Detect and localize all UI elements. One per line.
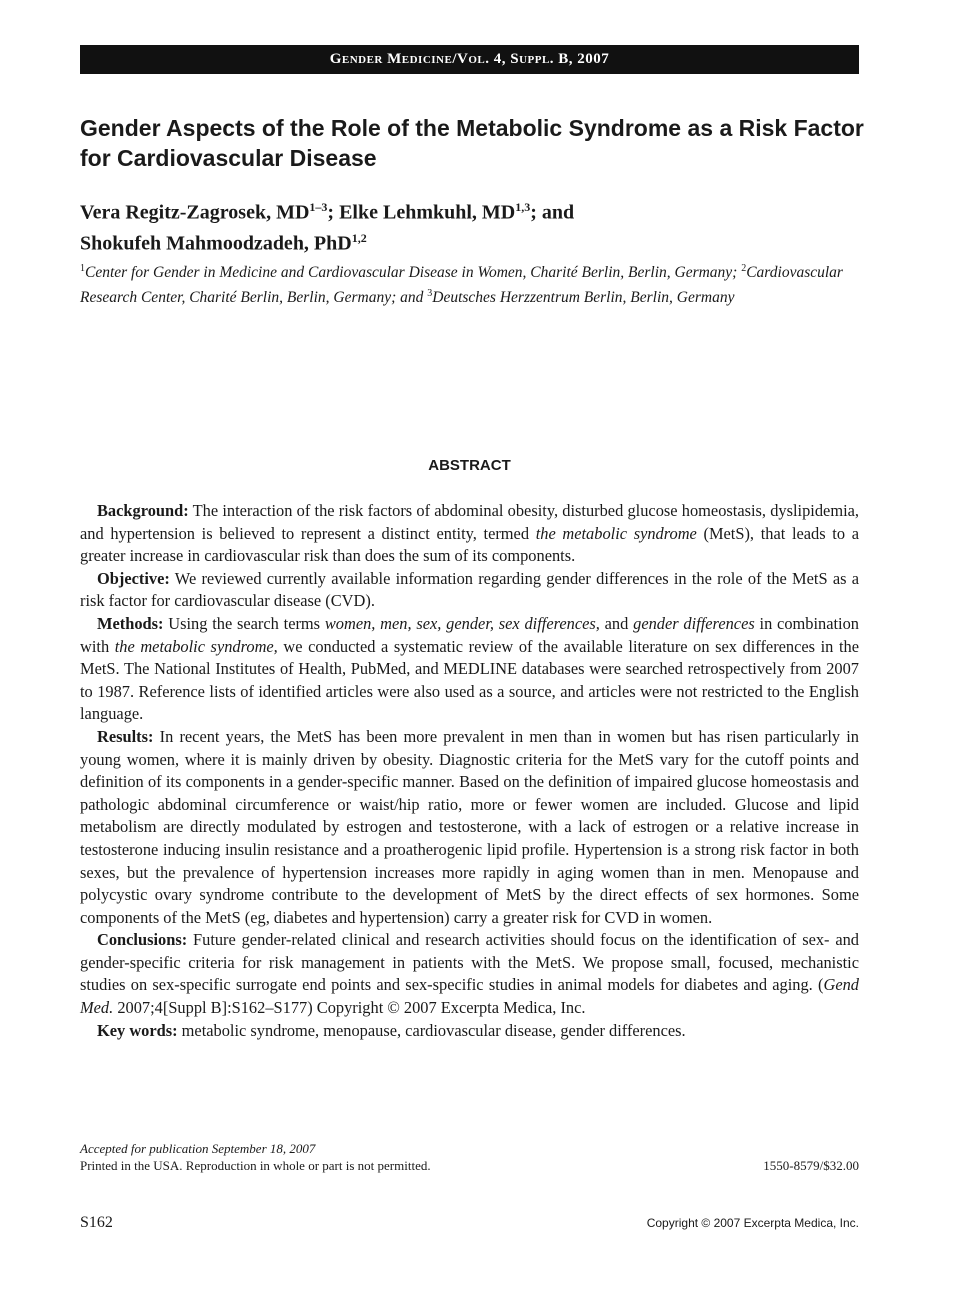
affiliation-mark: 3 (427, 288, 433, 300)
abstract-text: (MetS), that leads to a greater increase in cardiovascular risk than does the sum of its components. (80, 523, 859, 566)
copyright-notice: Copyright © 2007 Excerpta Medica, Inc. (646, 1216, 859, 1230)
abstract-text: In recent years, the MetS has been more prevalent in men than in women but has risen particularly in young women, where it is mainly driven by obesity. Diagnostic criteria for the MetS vary for the cutoff points and definition of its components in a gender-specific manner. Based on the definition of impaired glucose homeostasis and pathologic abdominal circumference or waist/hip ratio, more or fewer women are included. Glucose and lipid metabolism are directly modulated by estrogen and testosterone, with a lack of estrogen or a relative increase in testosterone inducing insulin resistance and a proatherogenic lipid profile. Hypertension is a strong risk factor in both sexes, but the prevalence of hypertension increases more rapidly in aging women than in men. Menopause and polycystic ovary syndrome contribute to the development of MetS by the direct effects of sex hormones. Some components of the MetS (eg, diabetes and hypertension) carry a greater risk for CVD in women. (80, 726, 859, 927)
page-number: S162 (80, 1214, 113, 1231)
abstract-emphasis: gender differences (633, 613, 755, 633)
publication-notes (80, 1140, 859, 1174)
author-affiliation-mark: 1,3 (515, 200, 531, 214)
abstract-conclusions (80, 929, 859, 1019)
page-footer (80, 1214, 859, 1232)
section-label: Key words: (97, 1020, 178, 1040)
affiliation-text: Deutsches Herzzentrum Berlin, Berlin, Germany (432, 289, 735, 307)
running-head (80, 45, 859, 74)
abstract-text: Future gender-related clinical and research activities should focus on the identification of sex- and gender-specific criteria for risk management in patients with the MetS. We propose small, focused, mechanistic studies on sex-specific surrogate end points and sex-specific studies in animal models for diabetes and aging. ( (80, 930, 859, 995)
affiliation-mark: 2 (741, 263, 747, 274)
affiliation-text: Center for Gender in Medicine and Cardiovascular Disease in Women, Charité Berlin, Berlin, Germany; (85, 264, 742, 282)
section-label: Results: (97, 726, 154, 746)
abstract-text: in combination with (80, 613, 859, 656)
running-head-text: Gender Medicine/Vol. 4, Suppl. B, 2007 (329, 51, 610, 67)
abstract-results (80, 726, 859, 929)
section-label: Methods: (97, 613, 164, 633)
abstract-text: metabolic syndrome, menopause, cardiovascular disease, gender differences. (177, 1020, 686, 1040)
author-list (80, 195, 860, 256)
section-label: Conclusions: (97, 930, 188, 950)
abstract-methods (80, 613, 859, 726)
author-name: Elke Lehmkuhl, MD (339, 201, 516, 224)
author-affiliation-mark: 1–3 (309, 200, 328, 214)
author-separator: ; (327, 201, 340, 224)
abstract-emphasis: the metabolic syndrome, (114, 636, 278, 656)
affiliation-text: Cardiovascular Research Center, Charité Berlin, Berlin, Germany; and (80, 264, 843, 307)
section-label: Background: (97, 501, 189, 520)
abstract-body (80, 500, 859, 1042)
accepted-date: Accepted for publication September 18, 2007 (80, 1141, 316, 1156)
abstract-emphasis: Gend Med. (80, 975, 859, 1018)
author-name: Shokufeh Mahmoodzadeh, PhD (80, 232, 352, 255)
abstract-text: The interaction of the risk factors of abdominal obesity, disturbed glucose homeostasis, dyslipidemia, and hypertension is believed to represent a distinct entity, termed (80, 501, 859, 543)
author-affiliation-mark: 1,2 (351, 230, 367, 245)
abstract-heading: ABSTRACT (428, 457, 511, 474)
abstract-objective (80, 568, 859, 613)
abstract-emphasis: women, men, sex, gender, sex differences, (324, 613, 600, 633)
abstract-text: 2007;4[Suppl B]:S162–S177) Copyright © 2007 Excerpta Medica, Inc. (113, 998, 586, 1018)
article-title: Gender Aspects of the Role of the Metabolic Syndrome as a Risk Factor for Cardiovascular Disease (80, 115, 864, 171)
printed-row (80, 1157, 859, 1174)
issn-price: 1550-8579/$32.00 (763, 1158, 859, 1173)
abstract-emphasis: the metabolic syndrome (535, 523, 697, 543)
abstract-text: We reviewed currently available information regarding gender differences in the role of the MetS as a risk factor for cardiovascular disease (CVD). (80, 568, 859, 611)
affiliations (80, 258, 860, 308)
abstract-text: we conducted a systematic review of the available literature on sex differences in the MetS. The National Institutes of Health, PubMed, and MEDLINE databases were searched retrospectively from 2007 to 1987. Reference lists of identified articles were also used as a source, and articles were not restricted to the English language. (80, 636, 859, 724)
abstract-keywords (80, 1020, 859, 1043)
section-label: Objective: (97, 568, 170, 588)
affiliation-mark: 1 (80, 263, 85, 274)
author-name: Vera Regitz-Zagrosek, MD (80, 201, 310, 224)
abstract-background (80, 500, 859, 568)
abstract-text: and (599, 613, 634, 633)
author-separator: ; and (530, 201, 575, 224)
printed-notice: Printed in the USA. Reproduction in whole or part is not permitted. (80, 1158, 431, 1173)
abstract-text: Using the search terms (163, 613, 325, 633)
